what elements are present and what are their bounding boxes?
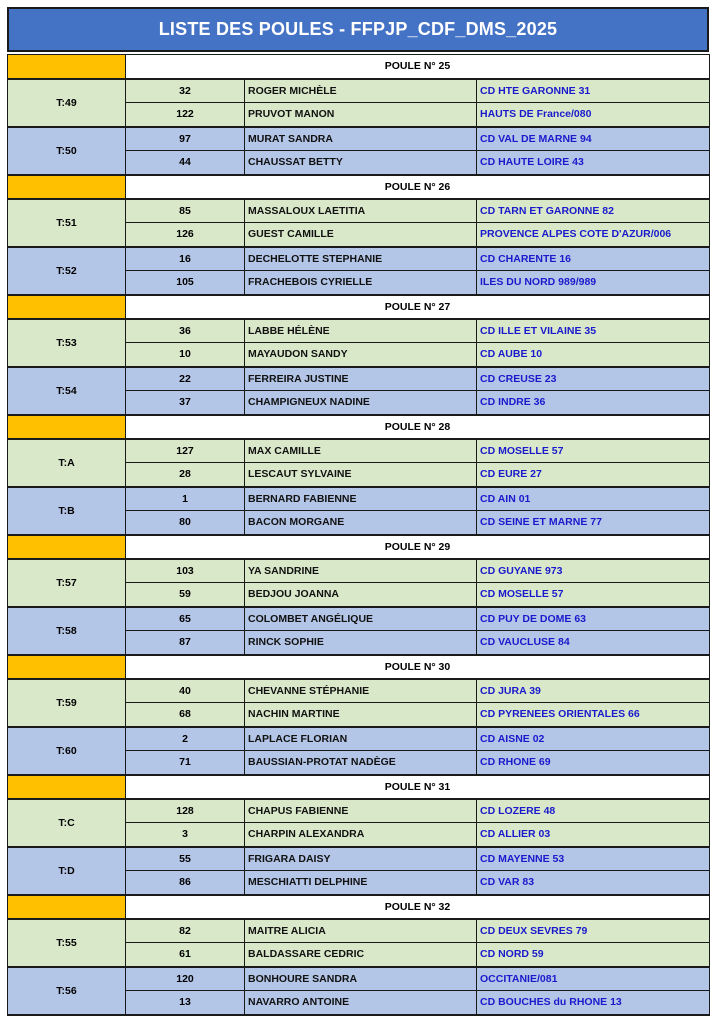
player-number: 97 — [126, 127, 245, 151]
player-committee: CD PUY DE DOME 63 — [477, 607, 710, 631]
poule-header-row — [8, 175, 710, 199]
player-number: 120 — [126, 967, 245, 991]
player-committee: CD NORD 59 — [477, 943, 710, 967]
player-number: 126 — [126, 223, 245, 247]
team-label: T:50 — [8, 127, 126, 175]
player-number: 87 — [126, 631, 245, 655]
team-label: T:53 — [8, 319, 126, 367]
player-committee: ILES DU NORD 989/989 — [477, 271, 710, 295]
player-committee: CD MOSELLE 57 — [477, 583, 710, 607]
player-row — [8, 247, 710, 271]
player-number: 127 — [126, 439, 245, 463]
player-committee: CD HAUTE LOIRE 43 — [477, 151, 710, 175]
player-committee: CD RHONE 69 — [477, 751, 710, 775]
team-label: T:C — [8, 799, 126, 847]
player-committee: CD ILLE ET VILAINE 35 — [477, 319, 710, 343]
player-committee: CD SEINE ET MARNE 77 — [477, 511, 710, 535]
player-name: BAUSSIAN-PROTAT NADÈGE — [245, 751, 477, 775]
player-number: 128 — [126, 799, 245, 823]
team-label: T:51 — [8, 199, 126, 247]
player-name: MAX CAMILLE — [245, 439, 477, 463]
player-row — [8, 679, 710, 703]
poules-table-body — [8, 55, 710, 1015]
player-row — [8, 439, 710, 463]
player-number: 71 — [126, 751, 245, 775]
team-label: T:58 — [8, 607, 126, 655]
player-committee: CD AUBE 10 — [477, 343, 710, 367]
player-name: RINCK SOPHIE — [245, 631, 477, 655]
player-committee: CD MAYENNE 53 — [477, 847, 710, 871]
player-number: 103 — [126, 559, 245, 583]
player-name: MAYAUDON SANDY — [245, 343, 477, 367]
player-committee: CD DEUX SEVRES 79 — [477, 919, 710, 943]
player-committee: CD HTE GARONNE 31 — [477, 79, 710, 103]
poule-label: POULE N° 26 — [126, 175, 710, 199]
player-row — [8, 607, 710, 631]
team-label: T:59 — [8, 679, 126, 727]
player-number: 86 — [126, 871, 245, 895]
player-number: 122 — [126, 103, 245, 127]
player-number: 16 — [126, 247, 245, 271]
player-number: 80 — [126, 511, 245, 535]
player-number: 37 — [126, 391, 245, 415]
player-committee: CD GUYANE 973 — [477, 559, 710, 583]
player-committee: PROVENCE ALPES COTE D'AZUR/006 — [477, 223, 710, 247]
poule-label: POULE N° 27 — [126, 295, 710, 319]
player-number: 105 — [126, 271, 245, 295]
player-name: CHARPIN ALEXANDRA — [245, 823, 477, 847]
player-number: 32 — [126, 79, 245, 103]
player-row — [8, 559, 710, 583]
poule-header-row — [8, 535, 710, 559]
player-number: 13 — [126, 991, 245, 1015]
player-number: 55 — [126, 847, 245, 871]
player-row — [8, 967, 710, 991]
poule-header-row — [8, 655, 710, 679]
player-name: BACON MORGANE — [245, 511, 477, 535]
player-name: BERNARD FABIENNE — [245, 487, 477, 511]
poules-sheet — [7, 7, 709, 1016]
player-number: 28 — [126, 463, 245, 487]
team-label: T:54 — [8, 367, 126, 415]
player-number: 2 — [126, 727, 245, 751]
team-label: T:60 — [8, 727, 126, 775]
player-name: YA SANDRINE — [245, 559, 477, 583]
player-number: 68 — [126, 703, 245, 727]
player-name: ROGER MICHÈLE — [245, 79, 477, 103]
player-committee: CD AISNE 02 — [477, 727, 710, 751]
poule-header-row — [8, 55, 710, 79]
player-number: 82 — [126, 919, 245, 943]
player-name: LABBE HÉLÈNE — [245, 319, 477, 343]
player-name: BALDASSARE CEDRIC — [245, 943, 477, 967]
poule-marker — [8, 655, 126, 679]
player-committee: CD BOUCHES du RHONE 13 — [477, 991, 710, 1015]
player-committee: CD MOSELLE 57 — [477, 439, 710, 463]
poule-marker — [8, 415, 126, 439]
player-row — [8, 487, 710, 511]
player-row — [8, 919, 710, 943]
player-number: 3 — [126, 823, 245, 847]
poule-label: POULE N° 32 — [126, 895, 710, 919]
player-row — [8, 847, 710, 871]
player-committee: CD JURA 39 — [477, 679, 710, 703]
player-name: CHAUSSAT BETTY — [245, 151, 477, 175]
team-label: T:57 — [8, 559, 126, 607]
player-name: MESCHIATTI DELPHINE — [245, 871, 477, 895]
poule-marker — [8, 175, 126, 199]
player-name: PRUVOT MANON — [245, 103, 477, 127]
player-name: NAVARRO ANTOINE — [245, 991, 477, 1015]
poule-marker — [8, 895, 126, 919]
team-label: T:A — [8, 439, 126, 487]
player-number: 10 — [126, 343, 245, 367]
player-committee: CD AIN 01 — [477, 487, 710, 511]
poule-header-row — [8, 415, 710, 439]
player-name: GUEST CAMILLE — [245, 223, 477, 247]
player-name: FRACHEBOIS CYRIELLE — [245, 271, 477, 295]
team-label: T:56 — [8, 967, 126, 1015]
player-number: 1 — [126, 487, 245, 511]
player-number: 44 — [126, 151, 245, 175]
team-label: T:55 — [8, 919, 126, 967]
player-name: MAITRE ALICIA — [245, 919, 477, 943]
player-committee: HAUTS DE France/080 — [477, 103, 710, 127]
player-row — [8, 319, 710, 343]
poules-table — [7, 54, 710, 1016]
player-committee: OCCITANIE/081 — [477, 967, 710, 991]
player-name: NACHIN MARTINE — [245, 703, 477, 727]
player-committee: CD INDRE 36 — [477, 391, 710, 415]
team-label: T:B — [8, 487, 126, 535]
team-label: T:49 — [8, 79, 126, 127]
player-name: COLOMBET ANGÉLIQUE — [245, 607, 477, 631]
poule-header-row — [8, 895, 710, 919]
player-committee: CD PYRENEES ORIENTALES 66 — [477, 703, 710, 727]
player-name: LESCAUT SYLVAINE — [245, 463, 477, 487]
player-committee: CD ALLIER 03 — [477, 823, 710, 847]
player-row — [8, 79, 710, 103]
player-committee: CD CREUSE 23 — [477, 367, 710, 391]
player-name: CHEVANNE STÉPHANIE — [245, 679, 477, 703]
player-committee: CD EURE 27 — [477, 463, 710, 487]
team-label: T:D — [8, 847, 126, 895]
player-committee: CD LOZERE 48 — [477, 799, 710, 823]
page-title: LISTE DES POULES - FFPJP_CDF_DMS_2025 — [7, 7, 709, 52]
player-number: 40 — [126, 679, 245, 703]
poule-label: POULE N° 31 — [126, 775, 710, 799]
player-row — [8, 799, 710, 823]
player-name: CHAPUS FABIENNE — [245, 799, 477, 823]
player-row — [8, 127, 710, 151]
poule-label: POULE N° 30 — [126, 655, 710, 679]
player-name: DECHELOTTE STEPHANIE — [245, 247, 477, 271]
player-committee: CD VAR 83 — [477, 871, 710, 895]
player-name: CHAMPIGNEUX NADINE — [245, 391, 477, 415]
player-number: 65 — [126, 607, 245, 631]
player-committee: CD TARN ET GARONNE 82 — [477, 199, 710, 223]
player-name: FERREIRA JUSTINE — [245, 367, 477, 391]
poule-marker — [8, 295, 126, 319]
player-name: MASSALOUX LAETITIA — [245, 199, 477, 223]
poule-marker — [8, 535, 126, 559]
player-number: 36 — [126, 319, 245, 343]
player-row — [8, 367, 710, 391]
poule-label: POULE N° 29 — [126, 535, 710, 559]
player-row — [8, 199, 710, 223]
poule-header-row — [8, 295, 710, 319]
player-name: BONHOURE SANDRA — [245, 967, 477, 991]
poule-marker — [8, 55, 126, 79]
player-row — [8, 727, 710, 751]
player-number: 22 — [126, 367, 245, 391]
poule-label: POULE N° 25 — [126, 55, 710, 79]
player-number: 61 — [126, 943, 245, 967]
player-name: LAPLACE FLORIAN — [245, 727, 477, 751]
player-committee: CD VAL DE MARNE 94 — [477, 127, 710, 151]
player-number: 85 — [126, 199, 245, 223]
player-committee: CD VAUCLUSE 84 — [477, 631, 710, 655]
team-label: T:52 — [8, 247, 126, 295]
player-number: 59 — [126, 583, 245, 607]
player-committee: CD CHARENTE 16 — [477, 247, 710, 271]
poule-marker — [8, 775, 126, 799]
player-name: MURAT SANDRA — [245, 127, 477, 151]
player-name: BEDJOU JOANNA — [245, 583, 477, 607]
poule-label: POULE N° 28 — [126, 415, 710, 439]
player-name: FRIGARA DAISY — [245, 847, 477, 871]
poule-header-row — [8, 775, 710, 799]
